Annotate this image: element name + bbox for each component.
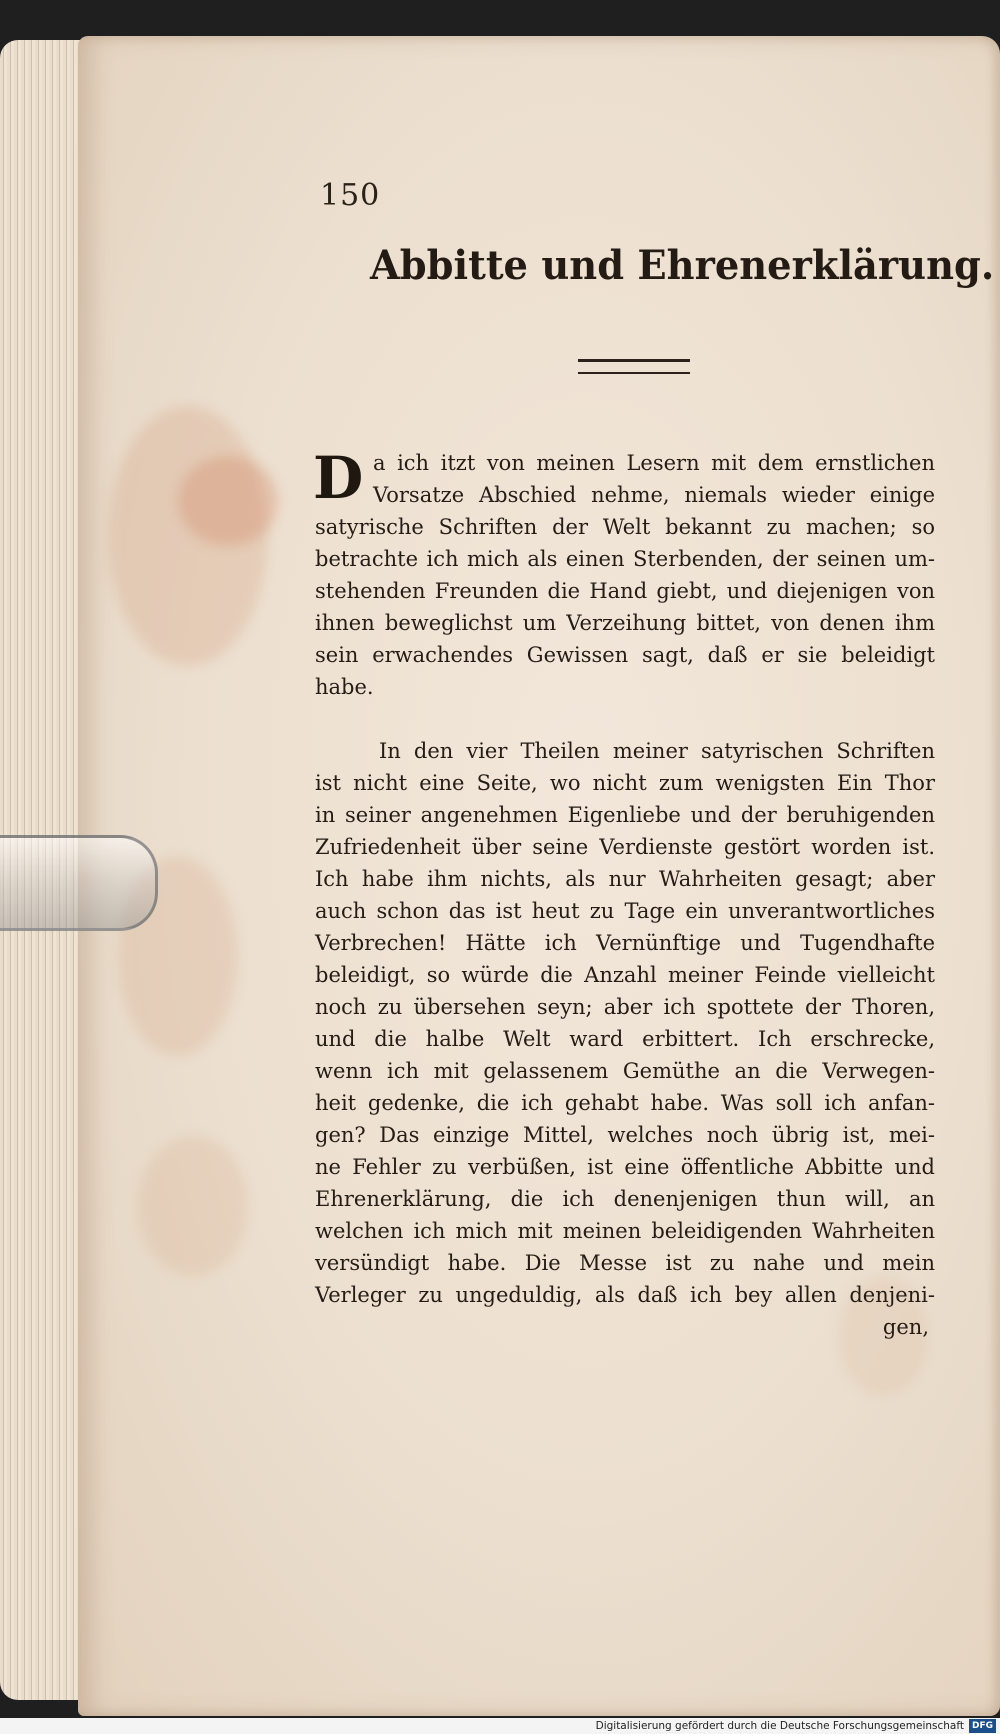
text-line: ne Fehler zu verbüßen, ist eine öffentliche Abbitte und	[315, 1155, 935, 1179]
text-line: stehenden Freunden die Hand giebt, und diejenigen von	[315, 579, 935, 603]
text-line: a ich itzt von meinen Lesern mit dem ernstlichen	[373, 451, 935, 475]
text-line: ist nicht eine Seite, wo nicht zum wenigsten Ein Thor	[315, 771, 935, 795]
heading-rule	[578, 359, 690, 374]
text-line: noch zu übersehen seyn; aber ich spottete der Thoren,	[315, 995, 935, 1019]
paragraph-2	[315, 735, 935, 1343]
text-line: auch schon das ist heut zu Tage ein unverantwortliches	[315, 899, 935, 923]
text-line: habe.	[315, 675, 374, 699]
dfg-logo: DFG	[969, 1719, 996, 1733]
catchword: gen,	[882, 1315, 929, 1339]
body-text	[313, 444, 935, 1343]
text-line: welchen ich mich mit meinen beleidigenden Wahrheiten	[315, 1219, 935, 1243]
text-line: In den vier Theilen meiner satyrischen Schriften	[379, 739, 935, 763]
digitization-credit: Digitalisierung gefördert durch die Deutsche Forschungsgemeinschaft	[0, 1718, 1000, 1734]
text-line: versündigt habe. Die Messe ist zu nahe und mein	[315, 1251, 935, 1275]
text-line: und die halbe Welt ward erbittert. Ich erschrecke,	[315, 1027, 935, 1051]
drop-cap: D	[313, 444, 364, 512]
paper-stain	[178, 456, 278, 546]
text-line: wenn ich mit gelassenem Gemüthe an die Verwegen-	[315, 1059, 935, 1083]
text-line: heit gedenke, die ich gehabt habe. Was soll ich anfan-	[315, 1091, 935, 1115]
text-line: Verbrechen! Hätte ich Vernünftige und Tugendhafte	[315, 931, 935, 955]
text-line: gen? Das einzige Mittel, welches noch übrig ist, mei-	[315, 1123, 935, 1147]
text-line: Vorsatze Abschied nehme, niemals wieder einige	[373, 483, 935, 507]
page-heading: Abbitte und Ehrenerklärung.	[370, 242, 995, 289]
text-line: Zufriedenheit über seine Verdienste gestört worden ist.	[315, 835, 935, 859]
text-line: Ehrenerklärung, die ich denenjenigen thun will, an	[315, 1187, 935, 1211]
text-line: Verleger zu ungeduldig, als daß ich bey allen denjeni-	[315, 1283, 935, 1307]
paragraph-1	[313, 444, 935, 703]
text-line: in seiner angenehmen Eigenliebe und der beruhigenden	[315, 803, 935, 827]
paper-stain	[138, 1136, 248, 1276]
text-line: beleidigt, so würde die Anzahl meiner Feinde vielleicht	[315, 963, 935, 987]
text-line: satyrische Schriften der Welt bekannt zu machen; so	[315, 515, 935, 539]
text-line: ihnen beweglichst um Verzeihung bittet, von denen ihm	[315, 611, 935, 635]
text-line: betrachte ich mich als einen Sterbenden, der seinen um-	[315, 547, 935, 571]
text-line: Ich habe ihm nichts, als nur Wahrheiten gesagt; aber	[315, 867, 935, 891]
page-number: 150	[320, 178, 381, 213]
page-clip	[0, 835, 158, 931]
text-line: sein erwachendes Gewissen sagt, daß er sie beleidigt	[315, 643, 935, 667]
